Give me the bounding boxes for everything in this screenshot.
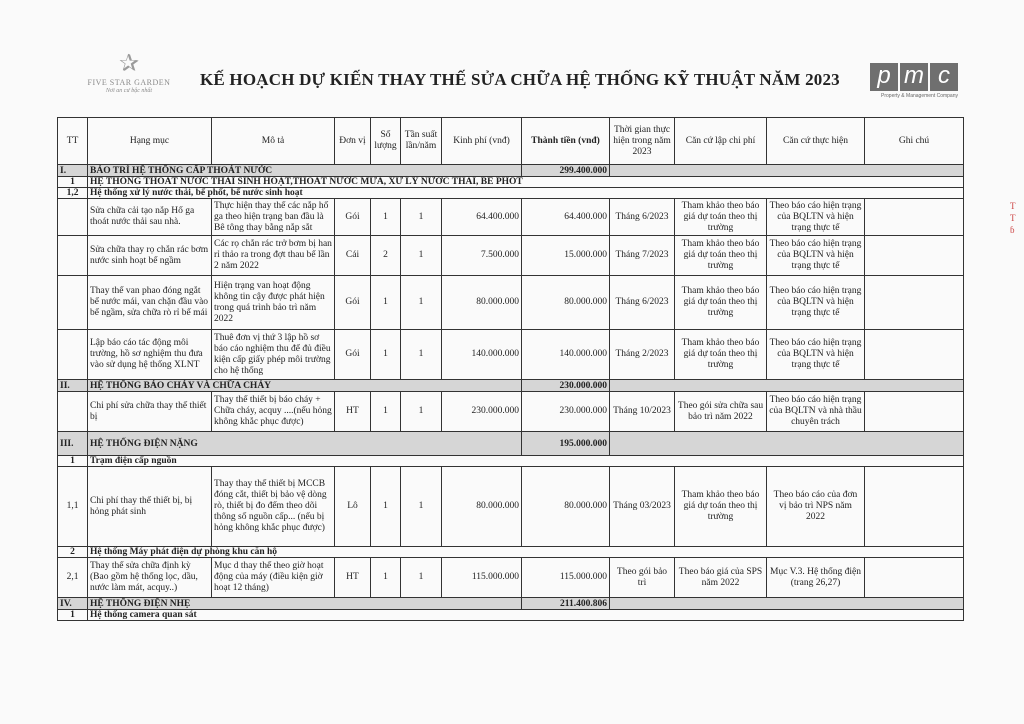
pmc-letter-m: m — [900, 63, 928, 91]
col-can-cu-chi-phi: Căn cứ lập chi phí — [675, 118, 767, 165]
col-don-vi: Đơn vị — [335, 118, 371, 165]
subsection-row — [58, 547, 964, 558]
col-so-luong: Số lượng — [371, 118, 401, 165]
item-can-cu-thuc-hien: Theo báo cáo hiện trạng của BQLTN và hiện trạng thực tế — [767, 199, 865, 236]
subsection-label: Hệ thống Máy phát điện dự phòng khu căn hộ — [88, 547, 964, 558]
table-row — [58, 558, 964, 598]
margin-mark-2: T — [1010, 213, 1016, 223]
section-row — [58, 432, 964, 456]
subsection-label: Hệ thống camera quan sát — [88, 610, 964, 621]
subsection-tt: 2 — [58, 547, 88, 558]
item-kinh-phi: 7.500.000 — [442, 236, 522, 276]
item-so-luong: 1 — [371, 330, 401, 380]
logo-left-brand: FIVE STAR GARDEN — [87, 78, 171, 87]
item-hang-muc: Thay thế van phao đóng ngắt bể nước mái, van chặn đầu vào bể ngầm, sửa chữa rò rỉ bể mái — [88, 276, 212, 330]
item-thoi-gian: Theo gói bảo trì — [610, 558, 675, 598]
item-kinh-phi: 230.000.000 — [442, 392, 522, 432]
item-so-luong: 1 — [371, 558, 401, 598]
margin-marks — [1010, 200, 1016, 236]
item-thanh-tien: 230.000.000 — [522, 392, 610, 432]
section-tt: IV. — [58, 598, 88, 610]
subsection-tt: 1 — [58, 456, 88, 467]
col-kinh-phi: Kinh phí (vnđ) — [442, 118, 522, 165]
item-tt — [58, 276, 88, 330]
item-ghi-chu — [865, 558, 964, 598]
item-ghi-chu — [865, 392, 964, 432]
item-kinh-phi: 140.000.000 — [442, 330, 522, 380]
item-can-cu-thuc-hien: Mục V.3. Hệ thống điện (trang 26,27) — [767, 558, 865, 598]
margin-mark-1: T — [1010, 201, 1016, 211]
item-don-vi: Gói — [335, 330, 371, 380]
col-can-cu-thuc-hien: Căn cứ thực hiện — [767, 118, 865, 165]
item-thanh-tien: 80.000.000 — [522, 276, 610, 330]
subsection-label: Hệ thống xử lý nước thải, bể phốt, bể nước sinh hoạt — [88, 188, 964, 199]
item-kinh-phi: 115.000.000 — [442, 558, 522, 598]
section-total: 195.000.000 — [522, 432, 610, 456]
item-tan-suat: 1 — [401, 467, 442, 547]
pmc-letter-c: c — [930, 63, 958, 91]
section-filler — [610, 380, 964, 392]
item-don-vi: Gói — [335, 199, 371, 236]
item-tt — [58, 392, 88, 432]
section-label: BẢO TRÌ HỆ THỐNG CẤP THOÁT NƯỚC — [88, 165, 522, 177]
star-logo-icon: ✰ — [118, 51, 140, 77]
item-so-luong: 1 — [371, 467, 401, 547]
item-tt — [58, 330, 88, 380]
item-thoi-gian: Tháng 7/2023 — [610, 236, 675, 276]
section-tt: I. — [58, 165, 88, 177]
item-tan-suat: 1 — [401, 330, 442, 380]
subsection-tt: 1,2 — [58, 188, 88, 199]
col-thoi-gian: Thời gian thực hiện trong năm 2023 — [610, 118, 675, 165]
item-mo-ta: Hiện trạng van hoạt động không tin cậy được phát hiện trong quá trình bảo trì năm 2022 — [212, 276, 335, 330]
logo-left-tagline: Nơi an cư bậc nhất — [105, 88, 153, 94]
subsection-row — [58, 177, 964, 188]
subsection-label: Trạm điện cấp nguồn — [88, 456, 964, 467]
item-can-cu-chi-phi: Tham khảo theo báo giá dự toán theo thị trường — [675, 467, 767, 547]
pmc-subtitle: Property & Management Company — [881, 93, 958, 99]
item-tt: 2,1 — [58, 558, 88, 598]
section-tt: III. — [58, 432, 88, 456]
table-row — [58, 392, 964, 432]
item-don-vi: HT — [335, 392, 371, 432]
item-thanh-tien: 80.000.000 — [522, 467, 610, 547]
item-kinh-phi: 64.400.000 — [442, 199, 522, 236]
col-thanh-tien: Thành tiền (vnđ) — [522, 118, 610, 165]
item-tt — [58, 236, 88, 276]
item-hang-muc: Sửa chữa thay rọ chắn rác bơm nước sinh hoạt bể ngầm — [88, 236, 212, 276]
subsection-label: HỆ THỐNG THOÁT NƯỚC THẢI SINH HOẠT,THOÁT NƯỚC MƯA, XỬ LÝ NƯỚC THẢI, BỂ PHỐT — [88, 177, 964, 188]
item-don-vi: Lô — [335, 467, 371, 547]
item-thoi-gian: Tháng 10/2023 — [610, 392, 675, 432]
section-row — [58, 598, 964, 610]
table-row — [58, 199, 964, 236]
section-filler — [610, 432, 964, 456]
item-tan-suat: 1 — [401, 558, 442, 598]
section-filler — [610, 598, 964, 610]
item-can-cu-chi-phi: Tham khảo theo báo giá dự toán theo thị trường — [675, 276, 767, 330]
item-don-vi: Cái — [335, 236, 371, 276]
table-row — [58, 467, 964, 547]
item-kinh-phi: 80.000.000 — [442, 467, 522, 547]
item-so-luong: 1 — [371, 392, 401, 432]
item-don-vi: HT — [335, 558, 371, 598]
item-can-cu-chi-phi: Tham khảo theo báo giá dự toán theo thị trường — [675, 199, 767, 236]
item-ghi-chu — [865, 467, 964, 547]
col-hang-muc: Hạng mục — [88, 118, 212, 165]
item-can-cu-chi-phi: Theo báo giá của SPS năm 2022 — [675, 558, 767, 598]
item-don-vi: Gói — [335, 276, 371, 330]
item-can-cu-thuc-hien: Theo báo cáo hiện trạng của BQLTN và hiện trạng thực tế — [767, 276, 865, 330]
table-row — [58, 330, 964, 380]
five-star-garden-logo — [84, 52, 174, 94]
item-thoi-gian: Tháng 6/2023 — [610, 276, 675, 330]
table-row — [58, 236, 964, 276]
section-row — [58, 380, 964, 392]
item-can-cu-chi-phi: Tham khảo theo báo giá dự toán theo thị trường — [675, 236, 767, 276]
item-hang-muc: Chi phí thay thế thiết bị, bị hỏng phát sinh — [88, 467, 212, 547]
col-tt: TT — [58, 118, 88, 165]
item-ghi-chu — [865, 276, 964, 330]
pmc-logo — [870, 63, 958, 99]
table-row — [58, 276, 964, 330]
item-mo-ta: Thực hiện thay thế các nắp hố ga theo hiện trạng ban đầu là Bê tông thay bằng nắp sắt — [212, 199, 335, 236]
item-thoi-gian: Tháng 6/2023 — [610, 199, 675, 236]
subsection-row — [58, 610, 964, 621]
item-mo-ta: Thay thay thế thiết bị MCCB đóng cắt, thiết bị bảo vệ dòng rò, thiết bị đo đếm theo dõi thông số nguồn cấp... (nếu bị hỏng không khắc phục được) — [212, 467, 335, 547]
margin-mark-3: ɓ — [1010, 225, 1015, 235]
item-thoi-gian: Tháng 2/2023 — [610, 330, 675, 380]
item-so-luong: 2 — [371, 236, 401, 276]
item-tan-suat: 1 — [401, 392, 442, 432]
item-tt: 1,1 — [58, 467, 88, 547]
item-mo-ta: Các rọ chắn rác trở bơm bị han rỉ thảo ra trong đợt thau bể lần 2 năm 2022 — [212, 236, 335, 276]
section-total: 230.000.000 — [522, 380, 610, 392]
subsection-row — [58, 456, 964, 467]
document-title: KẾ HOẠCH DỰ KIẾN THAY THẾ SỬA CHỮA HỆ THỐNG KỸ THUẬT NĂM 2023 — [200, 70, 840, 89]
item-tan-suat: 1 — [401, 236, 442, 276]
pmc-letter-p: p — [870, 63, 898, 91]
subsection-row — [58, 188, 964, 199]
section-label: HỆ THỐNG BÁO CHÁY VÀ CHỮA CHÁY — [88, 380, 522, 392]
item-ghi-chu — [865, 199, 964, 236]
item-hang-muc: Chi phí sửa chữa thay thế thiết bị — [88, 392, 212, 432]
item-can-cu-thuc-hien: Theo báo cáo hiện trạng của BQLTN và hiện trạng thực tế — [767, 330, 865, 380]
subsection-tt: 1 — [58, 177, 88, 188]
col-mo-ta: Mô tả — [212, 118, 335, 165]
section-label: HỆ THỐNG ĐIỆN NHẸ — [88, 598, 522, 610]
item-mo-ta: Thuê đơn vị thứ 3 lập hồ sơ báo cáo nghiệm thu để đủ điều kiện cấp giấy phép môi trường cho hệ thống — [212, 330, 335, 380]
col-tan-suat: Tần suất lần/năm — [401, 118, 442, 165]
section-filler — [610, 165, 964, 177]
item-can-cu-chi-phi: Theo gói sửa chữa sau bảo trì năm 2022 — [675, 392, 767, 432]
item-hang-muc: Sửa chữa cải tạo nắp Hố ga thoát nước thải sau nhà. — [88, 199, 212, 236]
item-tan-suat: 1 — [401, 276, 442, 330]
section-total: 211.400.806 — [522, 598, 610, 610]
section-total: 299.400.000 — [522, 165, 610, 177]
item-thanh-tien: 64.400.000 — [522, 199, 610, 236]
col-ghi-chu: Ghi chú — [865, 118, 964, 165]
item-so-luong: 1 — [371, 276, 401, 330]
item-thanh-tien: 15.000.000 — [522, 236, 610, 276]
section-tt: II. — [58, 380, 88, 392]
item-so-luong: 1 — [371, 199, 401, 236]
item-can-cu-thuc-hien: Theo báo cáo của đơn vị bảo trì NPS năm 2022 — [767, 467, 865, 547]
section-label: HỆ THỐNG ĐIỆN NẶNG — [88, 432, 522, 456]
item-thanh-tien: 115.000.000 — [522, 558, 610, 598]
item-hang-muc: Lập báo cáo tác động môi trường, hồ sơ nghiệm thu đưa vào sử dụng hệ thống XLNT — [88, 330, 212, 380]
item-can-cu-chi-phi: Tham khảo theo báo giá dự toán theo thị trường — [675, 330, 767, 380]
item-mo-ta: Thay thế thiết bị báo cháy + Chữa cháy, acquy ....(nếu hỏng không khắc phục được) — [212, 392, 335, 432]
item-thanh-tien: 140.000.000 — [522, 330, 610, 380]
item-mo-ta: Mục d thay thế theo giờ hoạt động của máy (điều kiện giờ hoạt 12 tháng) — [212, 558, 335, 598]
item-hang-muc: Thay thế sửa chữa định kỳ (Bao gồm hệ thống lọc, dầu, nước làm mát, acquy..) — [88, 558, 212, 598]
item-thoi-gian: Tháng 03/2023 — [610, 467, 675, 547]
item-tt — [58, 199, 88, 236]
item-can-cu-thuc-hien: Theo báo cáo hiện trạng của BQLTN và hiện trạng thực tế — [767, 236, 865, 276]
item-can-cu-thuc-hien: Theo báo cáo hiện trạng của BQLTN và nhà thầu chuyên trách — [767, 392, 865, 432]
item-ghi-chu — [865, 330, 964, 380]
plan-table — [57, 117, 964, 621]
subsection-tt: 1 — [58, 610, 88, 621]
table-header-row — [58, 118, 964, 165]
item-kinh-phi: 80.000.000 — [442, 276, 522, 330]
item-tan-suat: 1 — [401, 199, 442, 236]
section-row — [58, 165, 964, 177]
item-ghi-chu — [865, 236, 964, 276]
